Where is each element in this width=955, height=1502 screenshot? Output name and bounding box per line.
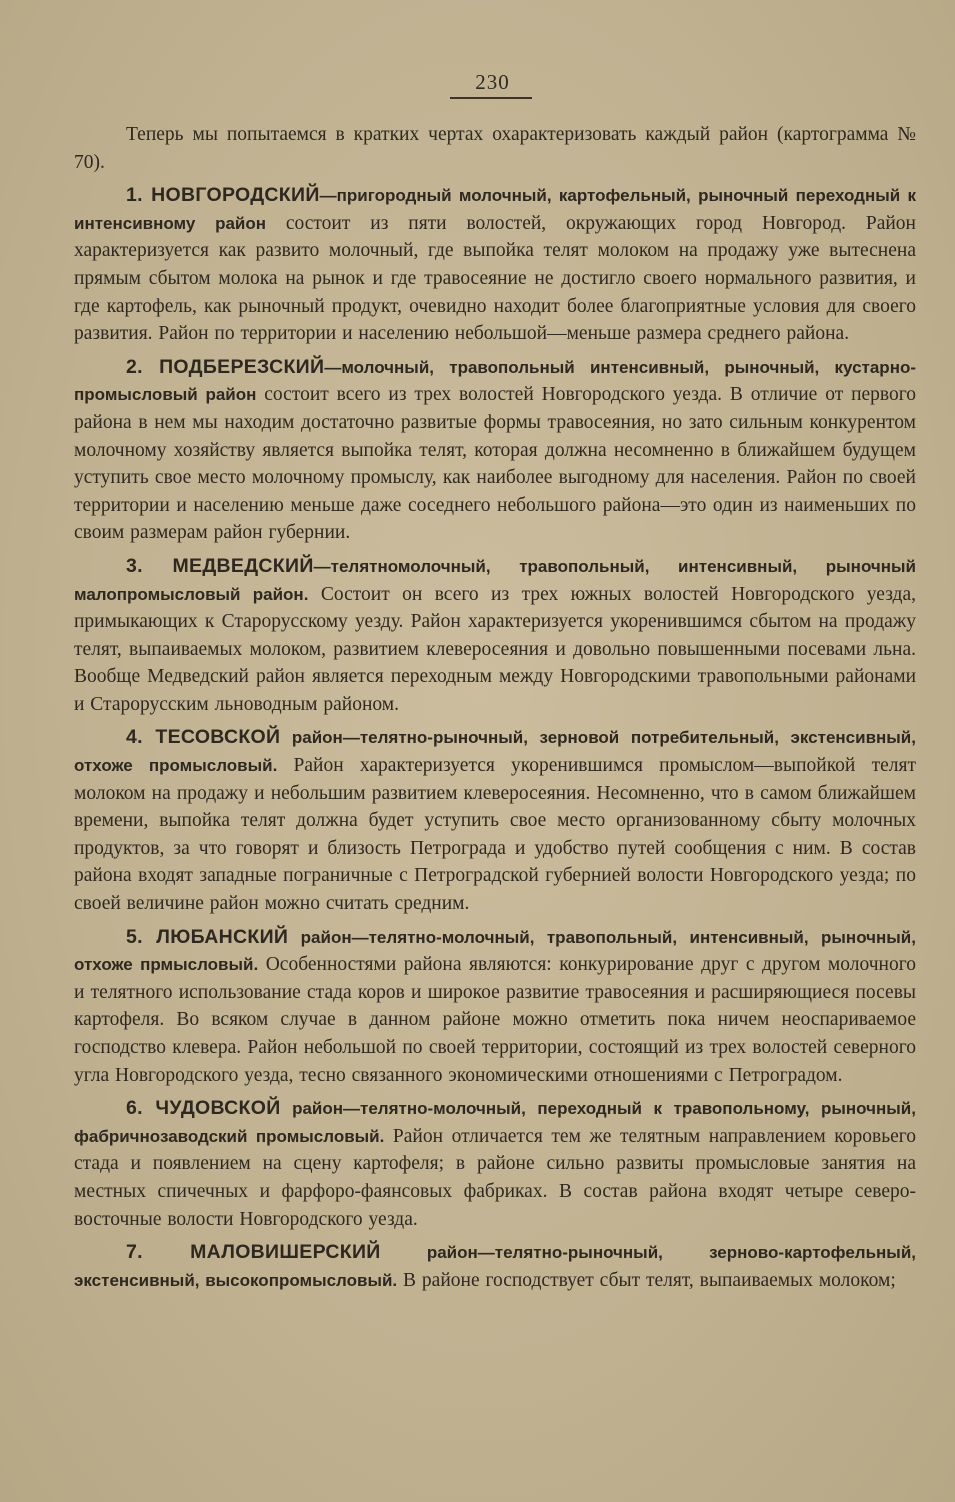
district-description: состоит всего из трех волостей Новгородского уезда. В отличие от первого района в нем мы находим достаточно развитые формы травосеяния, но зато сильным конкурентом молочному хозяйству является выпойка телят, которая должна несомненно в ближайшем будущем уступить свое место молочному промыслу, как наиболее выгодному для населения. Район по своей территории и населению меньше даже соседнего небольшого района—это один из наименьших по своим размерам район губернии. bbox=[74, 384, 917, 544]
district-description: Район отличается тем же телятным направлением коровьего стада и появлением на сцену картофеля; в районе сильно развиты промысловые занятия на местных спичечных и фарфоро-фаянсовых фабриках. В состав района входят четыре северо-восточные волости Новгородского уезда. bbox=[74, 1125, 917, 1230]
page-number-rule bbox=[450, 97, 532, 99]
district-paragraph-6 bbox=[74, 1095, 916, 1233]
district-paragraph-1 bbox=[74, 182, 916, 348]
district-description: состоит из пяти волостей, окружающих город Новгород. Район характеризуется как развито молочный, где выпойка телят молоком на продажу уже вытеснена прямым сбытом молока на рынок и где травосеяние не достигло своего нормального развития, и где картофель, как рыночный продукт, очевидно находит более благоприятные условия для своего развития. Район по территории и населению небольшой—меньше размера среднего района. bbox=[74, 212, 916, 345]
district-paragraph-2 bbox=[74, 354, 916, 547]
district-description: Особенностями района являются: конкурирование друг с другом молочного и телятного использование стада коров и широкое развитие травосеяния и расширяющиеся посевы картофеля. Во всяком случае в данном районе можно отметить пока ничем неоспариваемое господство клевера. Район небольшой по своей территории, состоящий из трех волостей северного угла Новгородского уезда, тесно связанного экономическими отношениями с Петроградом. bbox=[74, 954, 916, 1086]
district-heading: 4. ТЕСОВСКОЙ bbox=[126, 726, 281, 749]
district-characteristic: —пригородный молочный, картофельный, рыночный переходный к интенсивному район bbox=[74, 186, 917, 233]
district-description: Состоит он всего из трех южных волостей Новгородского уезда, примыкающих к Старорусскому уезду. Район характеризуется укоренившимся сбытом на продажу телят, выпаиваемых молоком, развитием клеверосеяния и довольно повышенными посевами льна. Вообще Медведский район является переходным между Новгородскими травопольными районами и Старорусским льноводным районом. bbox=[74, 583, 916, 715]
district-paragraph-3 bbox=[74, 553, 916, 719]
district-description: В районе господствует сбыт телят, выпаиваемых молоком; bbox=[397, 1269, 896, 1291]
district-characteristic: район—телятно-рыночный, зерновой потребительный, экстенсивный, отхоже промысловый. bbox=[74, 728, 916, 776]
district-paragraph-5 bbox=[74, 924, 916, 1090]
district-characteristic: —телятномолочный, травопольный, интенсивный, рыночный малопромысловый район. bbox=[74, 556, 917, 604]
district-heading: 2. ПОДБЕРЕЗСКИЙ bbox=[126, 355, 325, 378]
district-heading: 3. МЕДВЕДСКИЙ bbox=[126, 554, 314, 577]
district-paragraph-7 bbox=[74, 1239, 916, 1294]
district-characteristic: район—телятно-молочный, травопольный, интенсивный, рыночный, отхоже прмысловый. bbox=[74, 927, 916, 975]
district-heading: 1. НОВГОРОДСКИЙ bbox=[126, 184, 320, 207]
district-heading: 7. МАЛОВИШЕРСКИЙ bbox=[126, 1241, 381, 1264]
district-heading: 6. ЧУДОВСКОЙ bbox=[126, 1097, 281, 1120]
district-characteristic: район—телятно-молочный, переходный к травопольному, рыночный, фабричнозаводский промысловый. bbox=[74, 1099, 916, 1146]
district-description: Район характеризуется укоренившимся промыслом—выпойкой телят молоком на продажу и небольшим развитием клеверосеяния. Несомненно, что в самом ближайшем времени, выпойка телят должна будет уступить свое место организованному сбыту молочных продуктов, за что говорят и близость Петрограда и удобство путей сообщения с ним. В состав района входят западные пограничные с Петроградской губернией волости Новгородского уезда; по своей величине район можно считать средним. bbox=[74, 755, 916, 915]
intro-paragraph: Теперь мы попытаемся в кратких чертах охарактеризовать каждый район (картограмма № 70). bbox=[74, 124, 916, 173]
page-number: 230 bbox=[475, 70, 510, 94]
district-characteristic: —молочный, травопольный интенсивный, рыночный, кустарно-промысловый район bbox=[74, 357, 917, 405]
district-heading: 5. ЛЮБАНСКИЙ bbox=[126, 925, 289, 948]
body-text bbox=[74, 121, 916, 1300]
district-characteristic: район—телятно-рыночный, зерново-картофельный, экстенсивный, высокопромысловый. bbox=[74, 1243, 916, 1290]
district-paragraph-4 bbox=[74, 724, 916, 917]
